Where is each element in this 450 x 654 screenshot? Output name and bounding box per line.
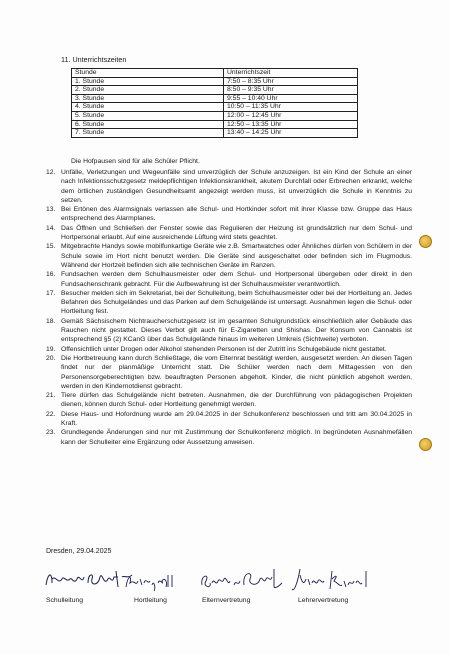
rule-item [46, 168, 412, 205]
table-note: Die Hofpausen sind für alle Schüler Pflicht. [71, 158, 200, 165]
rule-item [46, 345, 412, 354]
hort-lead-signature [124, 565, 176, 595]
teachers-label: Lehrervertretung [298, 597, 349, 604]
table-row [72, 120, 358, 129]
period-cell: 2. Stunde [72, 86, 224, 95]
rule-item [46, 270, 412, 289]
rule-text: Diese Haus- und Hofordnung wurde am 29.04.2025 in der Schulkonferenz beschlossen und tritt am 30.04.2025 in Kraft. [61, 410, 412, 428]
time-cell: 12:00 – 12:45 Uhr [224, 111, 358, 120]
rule-number: 21. [46, 392, 56, 400]
table-row [72, 129, 358, 138]
rule-number: 18. [46, 317, 56, 325]
rule-number: 16. [46, 271, 56, 279]
period-cell: 5. Stunde [72, 111, 224, 120]
rule-text: Bei Ertönen des Alarmsignals verlassen alle Schul- und Hortkinder sofort mit ihrer Klasse bzw. Gruppe das Haus entsprechend des Alarmplanes. [61, 206, 412, 223]
section-title: 11. Unterrichtszeiten [61, 55, 127, 64]
table-header-cell: Stunde [72, 69, 224, 78]
rule-item [46, 205, 412, 224]
hort-lead-label: Hortleitung [134, 597, 167, 604]
rule-text: Offensichtlich unter Drogen oder Alkohol stehenden Personen ist der Zutritt ins Schulgebäude nicht gestattet. [61, 345, 387, 353]
time-cell: 9:55 – 10:40 Uhr [224, 94, 358, 103]
time-cell: 10:50 – 11:35 Uhr [224, 103, 358, 112]
period-cell: 7. Stunde [72, 129, 224, 138]
time-cell: 13:40 – 14:25 Uhr [224, 129, 358, 138]
punch-hole-bottom [419, 438, 432, 451]
rule-item [46, 289, 412, 317]
rule-item [46, 224, 412, 243]
table-row [72, 77, 358, 86]
rule-number: 19. [46, 345, 56, 353]
rule-number: 20. [46, 354, 56, 362]
rule-number: 12. [46, 169, 56, 176]
rule-text: Die Hortbetreuung kann durch Schließtage, die vom Elternrat bestätigt werden, ausgesetzt werden. An diesen Tagen findet nur der planmäßige Unterricht statt. Die Schüler werden nach dem Mittagessen von den Personensorgeberechtigten bzw. beauftragten Personen abgeholt. Kinder, die nicht pünktlich abgeholt werden, werden in den Kindernotdienst gebracht. [61, 354, 412, 390]
punch-hole-top [419, 235, 432, 248]
school-lead-signature [44, 565, 136, 595]
rule-number: 23. [46, 429, 56, 437]
rule-text: Tiere dürfen das Schulgelände nicht betreten. Ausnahmen, die der Durchführung von pädagogischen Projekten dienen, können durch Schul- oder Hortleitung genehmigt werden. [61, 392, 412, 409]
parents-signature [198, 565, 284, 595]
period-cell: 4. Stunde [72, 103, 224, 112]
rule-item [46, 391, 412, 410]
rule-item [46, 354, 412, 391]
rule-text: Mitgebrachte Handys sowie mobilfunkartige Geräte wie z.B. Smartwatches oder Ähnliches dürfen von Schülern in der Schule sowie im Hort nicht benutzt werden. Die Geräte sind ausgeschaltet oder befinden sich im Flugmodus. Während der Hortzeit befinden sich alle technischen Geräte im Ranzen. [61, 243, 412, 269]
table-row [72, 111, 358, 120]
rule-number: 13. [46, 206, 56, 214]
time-cell: 12:50 – 13:35 Uhr [224, 120, 358, 129]
rule-text: Das Öffnen und Schließen der Fenster sowie das Regulieren der Heizung ist grundsätzlich nur dem Schul- und Hortpersonal erlaubt. Auf eine ausreichende Lüftung wird stets geachtet. [61, 224, 412, 242]
parents-label: Elternvertretung [202, 597, 251, 604]
table-row [72, 94, 358, 103]
rules-list [46, 168, 412, 447]
period-cell: 1. Stunde [72, 77, 224, 86]
rule-item [46, 317, 412, 345]
period-cell: 3. Stunde [72, 94, 224, 103]
rule-text: Gemäß Sächsischem Nichtraucherschutzgesetz ist im gesamten Schulgrundstück einschließlich aller Gebäude das Rauchen nicht gestattet. Dieses Verbot gilt auch für E-Zigaretten und Shishas. Der Konsum von Cannabis ist entsprechend §5 (2) KCanG über das Schulgelände hinaus im weiteren Umkreis (Sichtweite) verboten. [61, 317, 412, 344]
time-cell: 8:50 – 9:35 Uhr [224, 86, 358, 95]
rule-item [46, 428, 412, 447]
date-line: Dresden, 29.04.2025 [46, 548, 112, 555]
class-times-table [71, 68, 358, 138]
rule-number: 15. [46, 243, 56, 251]
rule-text: Fundsachen werden dem Schulhausmeister oder dem Schul- und Hortpersonal übergeben oder direkt in den Fundsachenschrank gebracht. Für die Aufbewahrung ist der Schulhausmeister verantwortlich. [61, 271, 412, 288]
teachers-signature [290, 565, 374, 595]
school-lead-label: Schulleitung [46, 597, 84, 604]
rule-item [46, 410, 412, 429]
period-cell: 6. Stunde [72, 120, 224, 129]
rule-text: Besucher melden sich im Sekretariat, bei der Schulleitung, beim Schulhausmeister oder bei der Hortleitung an. Jedes Befahren des Schulgeländes und das Parken auf dem Schulgelände ist untersagt. Ausnahmen legen die Schul- oder Hortleitung fest. [61, 289, 412, 316]
table-header-cell: Unterrichtszeit [224, 69, 358, 78]
table-header-row [72, 69, 358, 78]
rule-number: 14. [46, 224, 56, 232]
rule-number: 17. [46, 289, 56, 297]
time-cell: 7:50 – 8:35 Uhr [224, 77, 358, 86]
table-row [72, 103, 358, 112]
rule-text: Grundlegende Änderungen sind nur mit Zustimmung der Schulkonferenz möglich. In begründeten Ausnahmefällen kann der Schulleiter eine Ergänzung oder Aussetzung anweisen. [61, 429, 412, 446]
table-row [72, 86, 358, 95]
rule-item [46, 242, 412, 270]
rule-text: Unfälle, Verletzungen und Wegeunfälle sind unverzüglich der Schule anzuzeigen. Ist ein Kind der Schule an einer nach Infektionsschutzgesetz meldepflichtigen Infektionskrankheit, akutem Durchfall oder Erbrechen erkrankt, welche dem örtlichen zuständigen Gesundheitsamt angezeigt werden muss, ist unverzüglich die Schule in Kenntnis zu setzen. [61, 169, 412, 204]
rule-number: 22. [46, 410, 56, 418]
